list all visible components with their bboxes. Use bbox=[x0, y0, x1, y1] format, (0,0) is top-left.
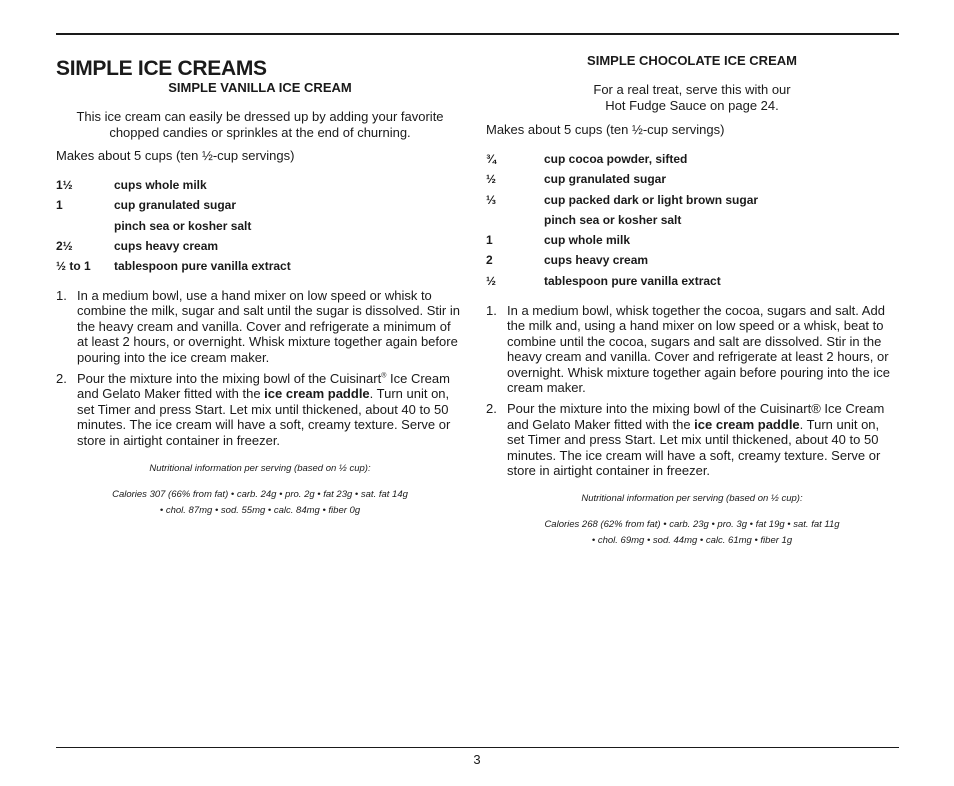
step-text-part: Ice Cream and Gelato Maker fitted with the bbox=[77, 371, 450, 402]
step-text-part: Pour the mixture into the mixing bowl of the Cuisinart® Ice Cream and Gelato Maker fitted with the bbox=[507, 401, 885, 432]
step-text-part: . Turn unit on, set Timer and press Start. Let mix until thickened, about 40 to 50 minutes. The ice cream will have a soft, creamy texture. Serve or store in airtight container in freezer. bbox=[77, 386, 451, 448]
step-text-part: Pour the mixture into the mixing bowl of the Cuisinart bbox=[77, 371, 382, 387]
intro-line: This ice cream can easily be dressed up by adding your favorite bbox=[76, 109, 444, 124]
ingredient-row bbox=[56, 258, 464, 278]
intro-line: Hot Fudge Sauce on page 24. bbox=[605, 98, 779, 113]
ingredient-row bbox=[486, 212, 898, 232]
page-number: 3 bbox=[473, 752, 481, 767]
ingredient-row bbox=[486, 273, 898, 293]
step-text-emphasis: ice cream paddle bbox=[694, 416, 800, 432]
chocolate-nutrition bbox=[486, 491, 898, 549]
top-rule bbox=[56, 33, 899, 35]
ingredient-row bbox=[56, 177, 464, 197]
ingredient-name: tablespoon pure vanilla extract bbox=[544, 273, 721, 288]
step-text: In a medium bowl, use a hand mixer on low speed or whisk to combine the milk, sugar and salt until the sugar is dissolved. Stir in the heavy cream and vanilla. Cover and refrigerate a minimum of at least 2 hours, or overnight. Whisk mixture together again before pouring into the ice cream maker. bbox=[77, 288, 460, 365]
ingredient-qty: ½ bbox=[486, 273, 497, 288]
step-number: 1. bbox=[486, 303, 497, 318]
ingredient-qty: ½ bbox=[486, 172, 497, 187]
nutrition-heading: Nutritional information per serving (based on ½ cup): bbox=[149, 463, 371, 474]
nutrition-line: • chol. 69mg • sod. 44mg • calc. 61mg • fiber 1g bbox=[591, 535, 793, 546]
intro-line: For a real treat, serve this with our bbox=[593, 82, 791, 97]
ingredient-name: cups heavy cream bbox=[114, 238, 219, 253]
ingredient-qty: ¾ bbox=[486, 152, 497, 166]
ingredient-name: pinch sea or kosher salt bbox=[544, 212, 682, 227]
step-text: In a medium bowl, whisk together the cocoa, sugars and salt. Add the milk and, using a hand mixer on low speed or a whisk, beat to combine until the cocoa, sugars and salt are dissolved. Stir in the heavy cream and vanilla. Cover and refrigerate at least 2 hours, or overnight. Whisk mixture together again before pouring into the ice cream maker. bbox=[507, 303, 890, 396]
chocolate-recipe-title: SIMPLE CHOCOLATE ICE CREAM bbox=[587, 53, 797, 68]
page-title: SIMPLE ICE CREAMS bbox=[56, 57, 267, 80]
step-number: 2. bbox=[56, 371, 67, 387]
chocolate-intro bbox=[486, 82, 898, 114]
vanilla-recipe-title: SIMPLE VANILLA ICE CREAM bbox=[168, 80, 352, 95]
step-item bbox=[486, 303, 898, 395]
ingredient-name: tablespoon pure vanilla extract bbox=[114, 259, 291, 274]
ingredient-qty: 1 bbox=[56, 198, 63, 213]
ingredient-row bbox=[486, 171, 898, 191]
ingredient-name: pinch sea or kosher salt bbox=[114, 218, 252, 233]
step-text bbox=[507, 401, 884, 478]
step-item bbox=[56, 288, 464, 365]
ingredient-name: cups heavy cream bbox=[544, 253, 649, 268]
step-number: 2. bbox=[486, 401, 497, 417]
ingredient-row bbox=[486, 252, 898, 272]
ingredient-row bbox=[56, 238, 464, 258]
registered-mark: ® bbox=[381, 372, 387, 380]
vanilla-ingredients bbox=[56, 177, 464, 278]
step-item bbox=[486, 401, 898, 478]
nutrition-line: • chol. 87mg • sod. 55mg • calc. 84mg • fiber 0g bbox=[159, 505, 361, 516]
nutrition-line: Calories 268 (62% from fat) • carb. 23g • pro. 3g • fat 19g • sat. fat 11g bbox=[544, 519, 840, 530]
ingredient-name: cups whole milk bbox=[114, 178, 207, 192]
ingredient-qty: 2½ bbox=[56, 238, 73, 253]
bottom-rule bbox=[56, 747, 899, 748]
ingredient-name: cup granulated sugar bbox=[544, 172, 667, 187]
ingredient-name: cup granulated sugar bbox=[114, 198, 237, 213]
vanilla-yield: Makes about 5 cups (ten ½-cup servings) bbox=[56, 148, 295, 163]
vanilla-steps bbox=[56, 288, 464, 454]
intro-line: chopped candies or sprinkles at the end of churning. bbox=[109, 125, 411, 140]
vanilla-nutrition bbox=[56, 461, 464, 519]
ingredient-row bbox=[486, 192, 898, 212]
chocolate-yield: Makes about 5 cups (ten ½-cup servings) bbox=[486, 122, 725, 137]
nutrition-heading: Nutritional information per serving (based on ½ cup): bbox=[581, 493, 803, 504]
ingredient-qty: 1 bbox=[486, 233, 493, 248]
ingredient-qty: ⅓ bbox=[486, 192, 497, 207]
vanilla-intro bbox=[56, 109, 464, 141]
ingredient-qty: ½ to 1 bbox=[56, 259, 91, 274]
ingredient-name: cup cocoa powder, sifted bbox=[544, 152, 688, 166]
ingredient-row bbox=[486, 151, 898, 171]
ingredient-name: cup whole milk bbox=[544, 233, 631, 248]
step-item bbox=[56, 371, 464, 448]
ingredient-qty: 2 bbox=[486, 253, 493, 268]
step-number: 1. bbox=[56, 288, 67, 303]
step-text-part: . Turn unit on, set Timer and press Start. Let mix until thickened, about 40 to 50 minutes. The ice cream will have a soft, creamy texture. Serve or store in airtight container in freezer. bbox=[507, 416, 881, 479]
ingredient-name: cup packed dark or light brown sugar bbox=[544, 192, 759, 207]
nutrition-line: Calories 307 (66% from fat) • carb. 24g • pro. 2g • fat 23g • sat. fat 14g bbox=[112, 489, 408, 500]
ingredient-row bbox=[486, 232, 898, 252]
step-text-emphasis: ice cream paddle bbox=[264, 386, 370, 402]
chocolate-ingredients bbox=[486, 151, 898, 293]
ingredient-row bbox=[56, 197, 464, 217]
ingredient-qty: 1½ bbox=[56, 178, 73, 192]
ingredient-row bbox=[56, 218, 464, 238]
step-text bbox=[77, 371, 450, 448]
chocolate-steps bbox=[486, 303, 898, 484]
